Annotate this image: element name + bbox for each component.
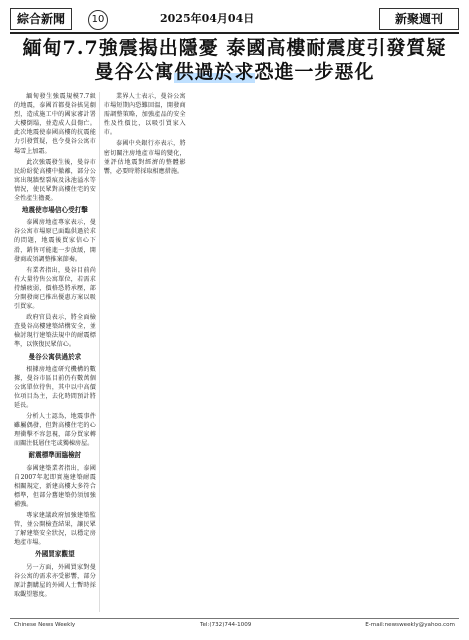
section-label: 綜合新聞 <box>10 8 72 30</box>
subheading: 曼谷公寓供過於求 <box>28 352 82 361</box>
paragraph: 泰國建築業者指出，泰國自2007年起即實施建築耐震相關規定，新建高樓大多符合標準，但部分舊建築仍須加強補強。 <box>14 464 96 508</box>
subheading: 外國買家觀望 <box>35 550 75 559</box>
paragraph: 泰國中央銀行亦表示，將密切關注房地產市場的變化，並評估地震對經濟的整體影響，必要時將採取相應措施。 <box>103 140 186 175</box>
page-footer <box>10 618 459 631</box>
footer-email: E-mail:newsweekly@yahoo.com <box>365 622 455 628</box>
headline <box>10 36 459 84</box>
newspaper-page <box>10 8 459 632</box>
publication-name: 新聚週刊 <box>379 8 459 30</box>
headline-line-2-post: 恐進一步惡化 <box>254 61 375 83</box>
masthead <box>10 8 459 30</box>
headline-line-2 <box>10 60 459 84</box>
page-number: 10 <box>88 10 108 30</box>
paragraph: 政府官員表示，將全面檢查曼谷高樓建築結構安全，並檢討現行建築法規中的耐震標準，以恢復民眾信心。 <box>14 314 96 349</box>
footer-phone: Tel:(732)744-1009 <box>200 622 252 628</box>
headline-line-2-pre: 曼谷公寓 <box>94 61 175 83</box>
paragraph: 此次強震發生後，曼谷市民紛紛從高樓中撤離，部分公寓出現牆壁裂痕及泳池溢水等情況，使民眾對高樓住宅的安全性產生擔憂。 <box>14 158 96 203</box>
masthead-rule <box>10 32 459 34</box>
article-body <box>14 92 455 612</box>
footer-publication: Chinese News Weekly <box>14 622 76 628</box>
headline-line-1: 緬甸7.7強震揭出隱憂 泰國高樓耐震度引發質疑 <box>22 37 447 59</box>
paragraph: 泰國房地產專家表示，曼谷公寓市場原已面臨供過於求的問題，地震後買家信心下滑，銷售可能進一步放緩，開發商或須調整推案節奏。 <box>14 219 96 263</box>
paragraph: 緬甸發生強震規模7.7級的地震，泰國首都曼谷搖晃劇烈，造成施工中的國家審計署大樓倒塌，並造成人員傷亡。此次地震使泰國高樓的抗震能力引發質疑，也令曼谷公寓市場雪上加霜。 <box>14 93 96 155</box>
issue-date: 2025年04月04日 <box>160 12 255 25</box>
paragraph: 專家建議政府加強建築監管，並公開檢查結果，讓民眾了解建築安全狀況，以穩定房地產市場。 <box>14 512 96 547</box>
subheading: 耐震標準面臨檢討 <box>28 451 82 460</box>
headline-highlight: 供過於求 <box>174 61 255 83</box>
paragraph: 有業者指出，曼谷目前尚有大量待售公寓單位，若需求持續疲弱，價格恐將承壓，部分開發商已推出優惠方案以吸引買家。 <box>14 266 96 311</box>
paragraph: 分析人士認為，地震事件雖屬偶發，但對高樓住宅的心理衝擊不容忽視，部分買家轉而關注低層住宅或獨棟房屋。 <box>14 413 96 448</box>
paragraph: 另一方面，外國買家對曼谷公寓的需求亦受影響，部分原計劃購屋的外國人士暫時採取觀望態度。 <box>14 563 96 598</box>
paragraph: 業界人士表示，曼谷公寓市場短期內恐難回溫，開發商需調整策略，加強產品的安全性及性價比，以吸引買家入市。 <box>103 93 186 137</box>
paragraph: 根據房地產研究機構的數據，曼谷市區目前仍有數萬個公寓單位待售，其中以中高價位項目為主，去化時間預計將延長。 <box>14 365 96 409</box>
subheading: 地震使市場信心受打擊 <box>21 206 88 215</box>
